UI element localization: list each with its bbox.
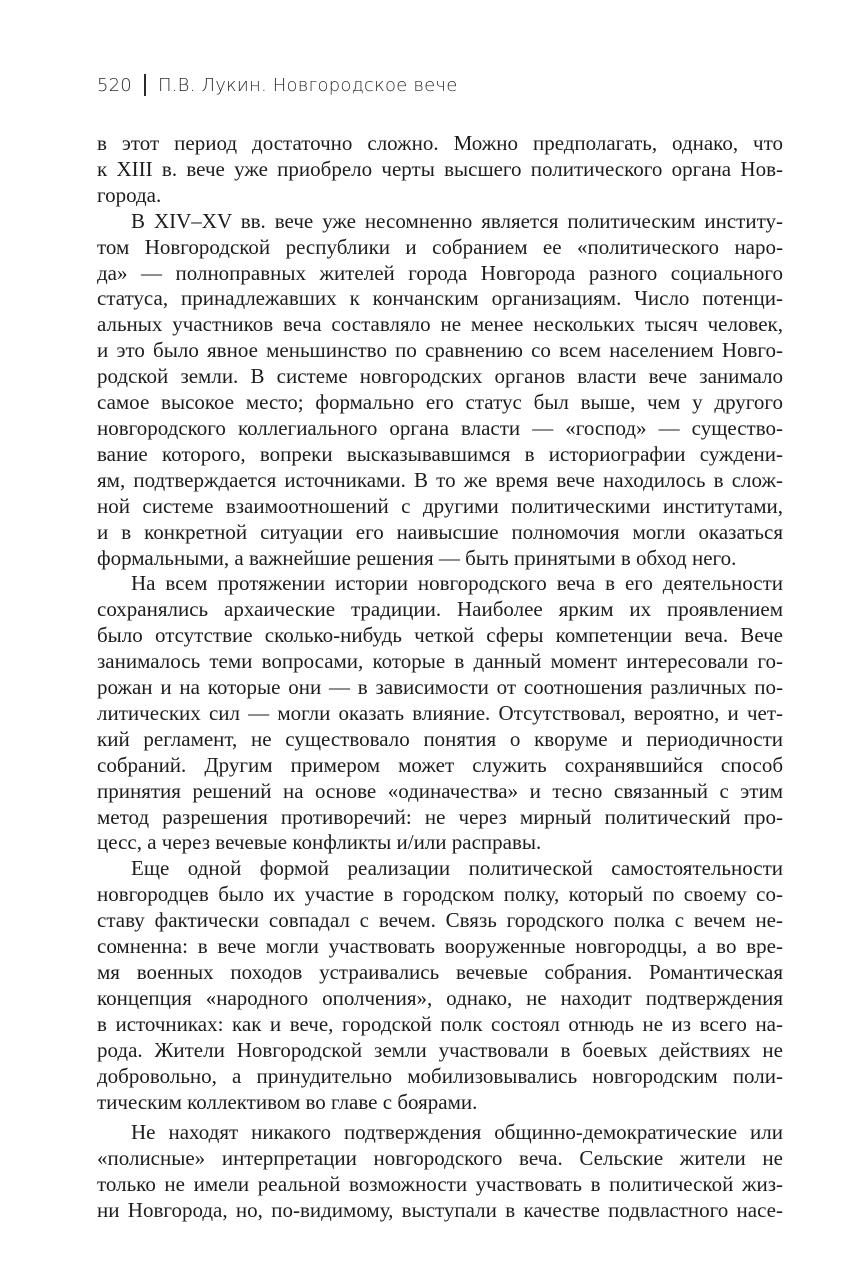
- text-line: На всем протяжении истории новгородского веча в его деятельности: [131, 571, 783, 596]
- text-line: в источниках: как и вече, городской полк состоял отнюдь не из всего на-: [97, 1011, 783, 1036]
- text-line: занималось теми вопросами, которые в данный момент интересовали го-: [97, 649, 783, 674]
- text-line: цесс, а через вечевые конфликты и/или расправы.: [97, 830, 542, 855]
- paragraph-3: [97, 571, 783, 856]
- text-line: сохранялись архаические традиции. Наиболее ярким их проявлением: [97, 597, 783, 622]
- text-line: сомненна: в вече могли участвовать вооруженные новгородцы, а во вре-: [97, 934, 783, 959]
- body-text: [97, 131, 783, 1224]
- text-line: метод разрешения противоречий: не через мирный политический про-: [97, 804, 783, 829]
- text-line: города.: [97, 182, 162, 207]
- text-line: новгородского коллегиального органа власти — «господ» — существо-: [97, 415, 783, 440]
- text-line: литических сил — могли оказать влияние. Отсутствовал, вероятно, и чет-: [97, 700, 783, 725]
- header-separator: [144, 74, 146, 96]
- text-line: принятия решений на основе «одиначества» и тесно связанный с этим: [97, 778, 783, 803]
- text-line: добровольно, а принудительно мобилизовывались новгородским поли-: [97, 1063, 783, 1088]
- text-line: концепция «народного ополчения», однако, не находит подтверждения: [97, 985, 783, 1010]
- text-line: ям, подтверждается источниками. В то же время вече находилось в слож-: [97, 467, 783, 492]
- text-line: В XIV–XV вв. вече уже несомненно является политическим институ-: [131, 208, 783, 233]
- text-line: собраний. Другим примером может служить сохранявшийся способ: [97, 752, 783, 777]
- paragraph-5: [97, 1120, 783, 1224]
- running-title: П.В. Лукин. Новгородское вече: [157, 74, 458, 96]
- text-line: ни Новгорода, но, по-видимому, выступали в качестве подвластного насе-: [97, 1198, 783, 1223]
- text-line: формальными, а важнейшие решения — быть принятыми в обход него.: [97, 545, 737, 570]
- text-line: мя военных походов устраивались вечевые собрания. Романтическая: [97, 960, 783, 984]
- text-line: было отсутствие сколько-нибудь четкой сферы компетенции веча. Вече: [97, 623, 783, 648]
- text-line: ной системе взаимоотношений с другими политическими институтами,: [97, 493, 783, 518]
- text-line: том Новгородской республики и собранием ее «политического наро-: [97, 234, 783, 259]
- text-line: Не находят никакого подтверждения общинно-демократические или: [131, 1120, 783, 1145]
- text-line: только не имели реальной возможности участвовать в политической жиз-: [97, 1172, 783, 1197]
- paragraph-4: [97, 856, 783, 1115]
- text-line: «полисные» интерпретации новгородского веча. Сельские жители не: [97, 1146, 783, 1171]
- paragraph-2: [97, 209, 783, 572]
- text-line: к XIII в. вече уже приобрело черты высшего политического органа Нов-: [97, 156, 783, 181]
- running-header: [97, 70, 458, 100]
- text-line: ставу фактически совпадал с вечем. Связь городского полка с вечем не-: [97, 908, 783, 933]
- text-line: альных участников веча составляло не менее нескольких тысяч человек,: [97, 312, 783, 337]
- text-line: самое высокое место; формально его статус был выше, чем у другого: [97, 390, 783, 415]
- text-line: родской земли. В системе новгородских органов власти вече занимало: [97, 364, 783, 389]
- text-line: новгородцев было их участие в городском полку, который по своему со-: [97, 882, 783, 907]
- text-line: тическим коллективом во главе с боярами.: [97, 1089, 478, 1114]
- text-line: и в конкретной ситуации его наивысшие полномочия могли оказаться: [97, 519, 783, 544]
- text-line: статуса, принадлежавших к кончанским организациям. Число потенци-: [97, 286, 783, 311]
- text-line: да» — полноправных жителей города Новгорода разного социального: [97, 260, 783, 285]
- text-line: Еще одной формой реализации политической самостоятельности: [131, 856, 783, 881]
- text-line: рода. Жители Новгородской земли участвовали в боевых действиях не: [97, 1037, 783, 1062]
- text-line: в этот период достаточно сложно. Можно предполагать, однако, что: [97, 131, 783, 155]
- text-line: и это было явное меньшинство по сравнению со всем населением Новго-: [97, 338, 783, 363]
- page-number: 520: [97, 74, 132, 96]
- text-line: кий регламент, не существовало понятия о кворуме и периодичности: [97, 726, 783, 751]
- text-line: вание которого, вопреки высказывавшимся в историографии суждени-: [97, 441, 783, 466]
- text-line: рожан и на которые они — в зависимости от соотношения различных по-: [97, 675, 783, 700]
- paragraph-1: [97, 131, 783, 209]
